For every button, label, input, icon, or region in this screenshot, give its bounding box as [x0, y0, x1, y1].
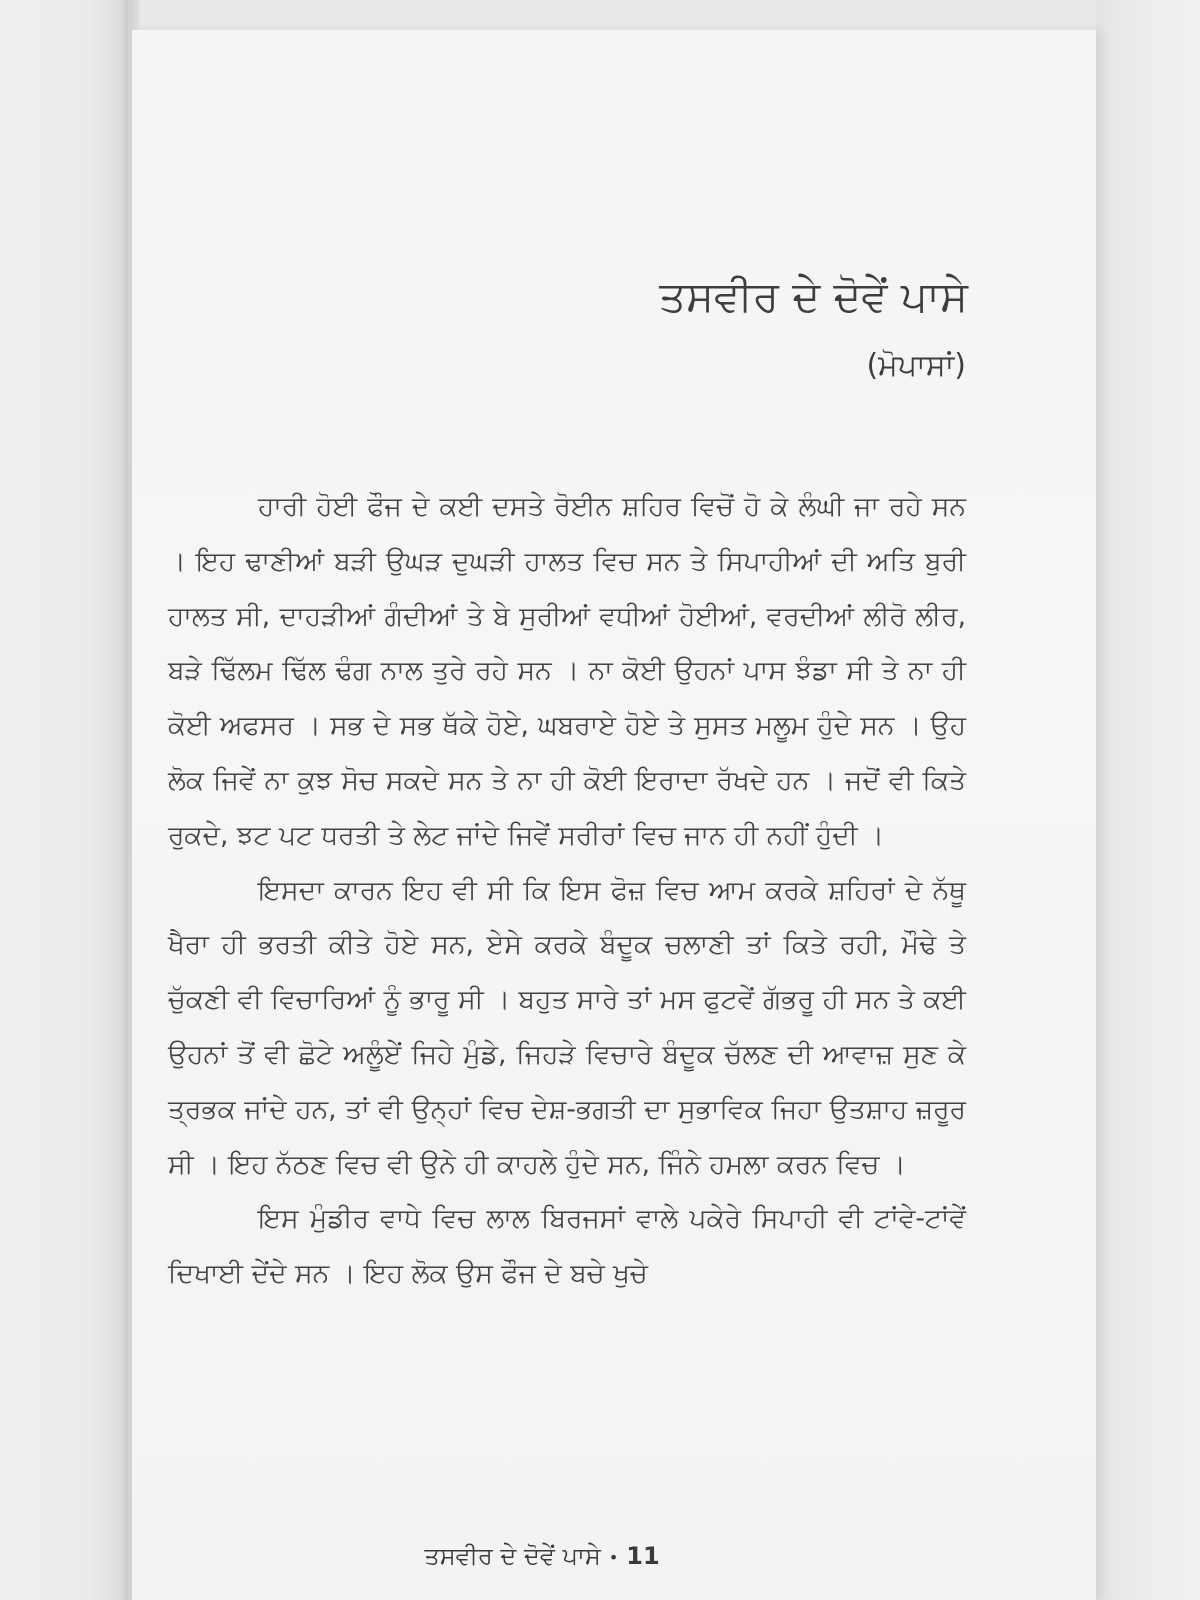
page-footer — [132, 1542, 952, 1570]
page-number: 11 — [626, 1542, 660, 1570]
paragraph-1: ਹਾਰੀ ਹੋਈ ਫੌਜ ਦੇ ਕਈ ਦਸਤੇ ਰੋਈਨ ਸ਼ਹਿਰ ਵਿਚੋਂ ਹੋ ਕੇ ਲੰਘੀ ਜਾ ਰਹੇ ਸਨ । ਇਹ ਢਾਣੀਆਂ ਬੜੀ ਉਘੜ ਦੁਘੜੀ ਹਾਲਤ ਵਿਚ ਸਨ ਤੇ ਸਿਪਾਹੀਆਂ ਦੀ ਅਤਿ ਬੁਰੀ ਹਾਲਤ ਸੀ, ਦਾਹੜੀਆਂ ਗੰਦੀਆਂ ਤੇ ਬੇ ਸੁਰੀਆਂ ਵਧੀਆਂ ਹੋਈਆਂ, ਵਰਦੀਆਂ ਲੀਰੋ ਲੀਰ, ਬੜੇ ਢਿੱਲਮ ਢਿੱਲ ਢੰਗ ਨਾਲ ਤੁਰੇ ਰਹੇ ਸਨ । ਨਾ ਕੋਈ ਉਹਨਾਂ ਪਾਸ ਝੰਡਾ ਸੀ ਤੇ ਨਾ ਹੀ ਕੋਈ ਅਫਸਰ । ਸਭ ਦੇ ਸਭ ਥੱਕੇ ਹੋਏ, ਘਬਰਾਏ ਹੋਏ ਤੇ ਸੁਸਤ ਮਲੂਮ ਹੁੰਦੇ ਸਨ । ਉਹ ਲੋਕ ਜਿਵੇਂ ਨਾ ਕੁਝ ਸੋਚ ਸਕਦੇ ਸਨ ਤੇ ਨਾ ਹੀ ਕੋਈ ਇਰਾਦਾ ਰੱਖਦੇ ਹਨ । ਜਦੋਂ ਵੀ ਕਿਤੇ ਰੁਕਦੇ, ਝਟ ਪਟ ਧਰਤੀ ਤੇ ਲੇਟ ਜਾਂਦੇ ਜਿਵੇਂ ਸਰੀਰਾਂ ਵਿਚ ਜਾਨ ਹੀ ਨਹੀਂ ਹੁੰਦੀ । — [168, 491, 966, 851]
body-text — [168, 480, 966, 1302]
chapter-author: (ਮੋਪਾਸਾਂ) — [866, 348, 966, 383]
footer-separator: • — [608, 1547, 619, 1567]
background-surface — [1096, 0, 1200, 1600]
running-title: ਤਸਵੀਰ ਦੇ ਦੋਵੇਂ ਪਾਸੇ — [424, 1542, 601, 1570]
facing-page-edge — [0, 0, 128, 1600]
paragraph-2: ਇਸਦਾ ਕਾਰਨ ਇਹ ਵੀ ਸੀ ਕਿ ਇਸ ਫੋਜ਼ ਵਿਚ ਆਮ ਕਰਕੇ ਸ਼ਹਿਰਾਂ ਦੇ ਨੱਥੂ ਖੈਰਾ ਹੀ ਭਰਤੀ ਕੀਤੇ ਹੋਏ ਸਨ, ਏਸੇ ਕਰਕੇ ਬੰਦੂਕ ਚਲਾਣੀ ਤਾਂ ਕਿਤੇ ਰਹੀ, ਮੌਢੇ ਤੇ ਚੁੱਕਣੀ ਵੀ ਵਿਚਾਰਿਆਂ ਨੂੰ ਭਾਰੂ ਸੀ । ਬਹੁਤ ਸਾਰੇ ਤਾਂ ਮਸ ਫੁਟਵੇਂ ਗੱਭਰੂ ਹੀ ਸਨ ਤੇ ਕਈ ਉਹਨਾਂ ਤੋਂ ਵੀ ਛੋਟੇ ਅਲੂੰਏਂ ਜਿਹੇ ਮੁੰਡੇ, ਜਿਹੜੇ ਵਿਚਾਰੇ ਬੰਦੂਕ ਚੱਲਣ ਦੀ ਆਵਾਜ਼ ਸੁਣ ਕੇ ਤ੍ਰਭਕ ਜਾਂਦੇ ਹਨ, ਤਾਂ ਵੀ ਉਨ੍ਹਾਂ ਵਿਚ ਦੇਸ਼-ਭਗਤੀ ਦਾ ਸੁਭਾਵਿਕ ਜਿਹਾ ਉਤਸ਼ਾਹ ਜ਼ਰੂਰ ਸੀ । ਇਹ ਨੱਠਣ ਵਿਚ ਵੀ ਉਨੇ ਹੀ ਕਾਹਲੇ ਹੁੰਦੇ ਸਨ, ਜਿੰਨੇ ਹਮਲਾ ਕਰਨ ਵਿਚ । — [168, 874, 966, 1180]
chapter-title: ਤਸਵੀਰ ਦੇ ਦੋਵੇਂ ਪਾਸੇ — [659, 272, 968, 321]
paragraph-3: ਇਸ ਮੁੰਡੀਰ ਵਾਧੇ ਵਿਚ ਲਾਲ ਬਿਰਜਸਾਂ ਵਾਲੇ ਪਕੇਰੇ ਸਿਪਾਹੀ ਵੀ ਟਾਂਵੇ-ਟਾਂਵੇਂ ਦਿਖਾਈ ਦੇਂਦੇ ਸਨ । ਇਹ ਲੋਕ ਉਸ ਫੌਜ ਦੇ ਬਚੇ ਖੁਚੇ — [168, 1203, 966, 1290]
book-page — [132, 30, 1096, 1600]
